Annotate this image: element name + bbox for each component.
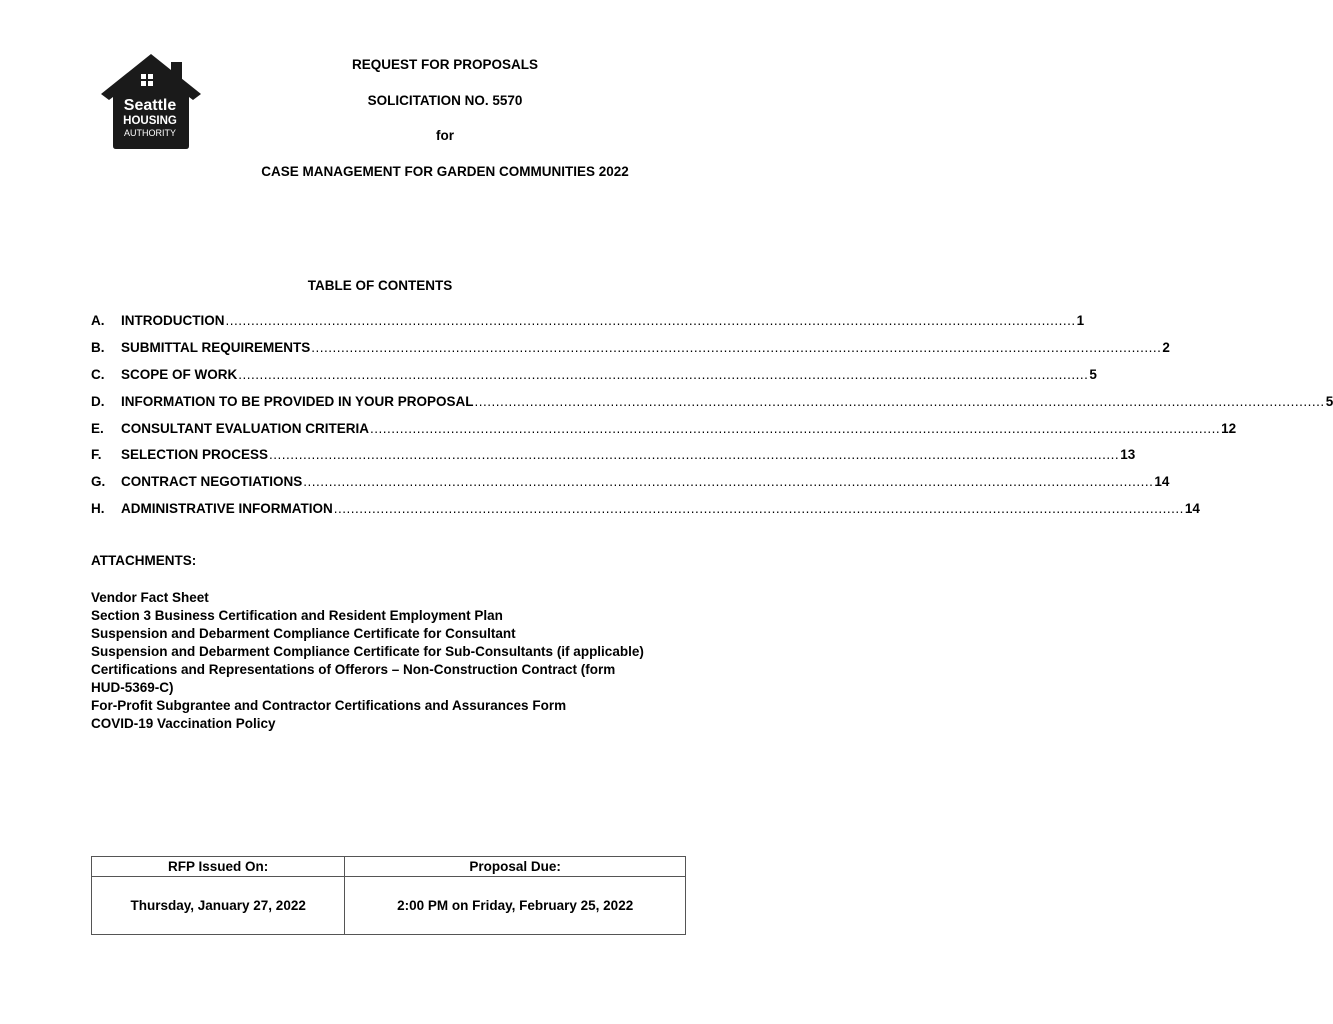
- toc-entry[interactable]: [91, 420, 1237, 448]
- toc-page: 1: [1076, 313, 1085, 328]
- issued-date: Thursday, January 27, 2022: [92, 877, 345, 935]
- header-for: for: [436, 128, 454, 143]
- attachments-list: [91, 589, 651, 733]
- toc-page: 13: [1120, 447, 1136, 463]
- toc-leader: ........................................................................................................................................................................................................: [225, 313, 1076, 328]
- toc-leader: ........................................................................................................................................................................................................: [369, 420, 1221, 436]
- toc-letter: B.: [91, 339, 105, 355]
- toc-text: CONSULTANT EVALUATION CRITERIA: [121, 420, 369, 436]
- toc-leader: ........................................................................................................................................................................................................: [303, 474, 1154, 490]
- toc-text: ADMINISTRATIVE INFORMATION: [121, 501, 333, 517]
- solicitation-number: SOLICITATION NO. 5570: [367, 93, 523, 108]
- toc-page: 12: [1221, 420, 1237, 436]
- toc-text: SELECTION PROCESS: [121, 447, 269, 463]
- toc-text: INTRODUCTION: [121, 313, 225, 328]
- toc-entry[interactable]: [91, 366, 1097, 394]
- toc-text: INFORMATION TO BE PROVIDED IN YOUR PROPOSAL: [121, 393, 474, 409]
- attachment-item: COVID-19 Vaccination Policy: [91, 716, 276, 731]
- toc-leader: ........................................................................................................................................................................................................: [238, 366, 1089, 382]
- toc-leader: ........................................................................................................................................................................................................: [311, 339, 1162, 355]
- attachment-item: Section 3 Business Certification and Resident Employment Plan: [91, 608, 503, 623]
- toc-letter: C.: [91, 366, 105, 382]
- toc-text: SUBMITTAL REQUIREMENTS: [121, 339, 311, 355]
- toc-page: 5: [1089, 366, 1097, 382]
- toc-entry[interactable]: [91, 501, 1200, 528]
- toc-letter: E.: [91, 420, 104, 436]
- toc-entry[interactable]: [91, 339, 1170, 367]
- toc-leader: ........................................................................................................................................................................................................: [269, 447, 1120, 463]
- attachment-item: Suspension and Debarment Compliance Certificate for Sub-Consultants (if applicable): [91, 644, 644, 659]
- due-date: 2:00 PM on Friday, February 25, 2022: [345, 877, 686, 935]
- logo-line-authority: AUTHORITY: [123, 128, 177, 138]
- toc-page: 14: [1184, 501, 1200, 517]
- attachment-item: Certifications and Representations of Offerors – Non-Construction Contract (form HUD-5369-C): [91, 662, 616, 695]
- dates-table: [91, 856, 686, 935]
- logo-line-housing: HOUSING: [123, 115, 177, 127]
- doc-title: REQUEST FOR PROPOSALS: [351, 57, 539, 72]
- project-title: CASE MANAGEMENT FOR GARDEN COMMUNITIES 2022: [261, 164, 629, 179]
- seattle-housing-authority-logo: [100, 52, 202, 150]
- due-label: Proposal Due:: [345, 857, 686, 877]
- toc-leader: ........................................................................................................................................................................................................: [474, 393, 1325, 409]
- toc-letter: G.: [91, 474, 106, 490]
- toc-entry[interactable]: [91, 474, 1170, 501]
- toc-page: 14: [1154, 474, 1170, 490]
- toc-entry[interactable]: [91, 313, 1085, 340]
- toc-text: SCOPE OF WORK: [121, 366, 238, 382]
- toc-title: TABLE OF CONTENTS: [307, 278, 453, 293]
- toc-leader: ........................................................................................................................................................................................................: [333, 501, 1184, 517]
- toc-letter: H.: [91, 501, 105, 517]
- toc-letter: F.: [91, 447, 102, 463]
- toc-letter: A.: [91, 313, 105, 328]
- logo-line-seattle: Seattle: [123, 97, 177, 114]
- toc-entry[interactable]: [91, 447, 1136, 474]
- attachment-item: For-Profit Subgrantee and Contractor Certifications and Assurances Form: [91, 698, 567, 713]
- table-of-contents: [91, 313, 1333, 528]
- toc-text: CONTRACT NEGOTIATIONS: [121, 474, 303, 490]
- toc-page: 5: [1325, 393, 1333, 409]
- toc-letter: D.: [91, 393, 105, 409]
- attachment-item: Suspension and Debarment Compliance Certificate for Consultant: [91, 626, 516, 641]
- toc-entry[interactable]: [91, 393, 1333, 421]
- toc-page: 2: [1162, 339, 1170, 355]
- issued-label: RFP Issued On:: [92, 857, 345, 877]
- attachment-item: Vendor Fact Sheet: [91, 590, 209, 605]
- attachments-heading: ATTACHMENTS:: [91, 553, 197, 568]
